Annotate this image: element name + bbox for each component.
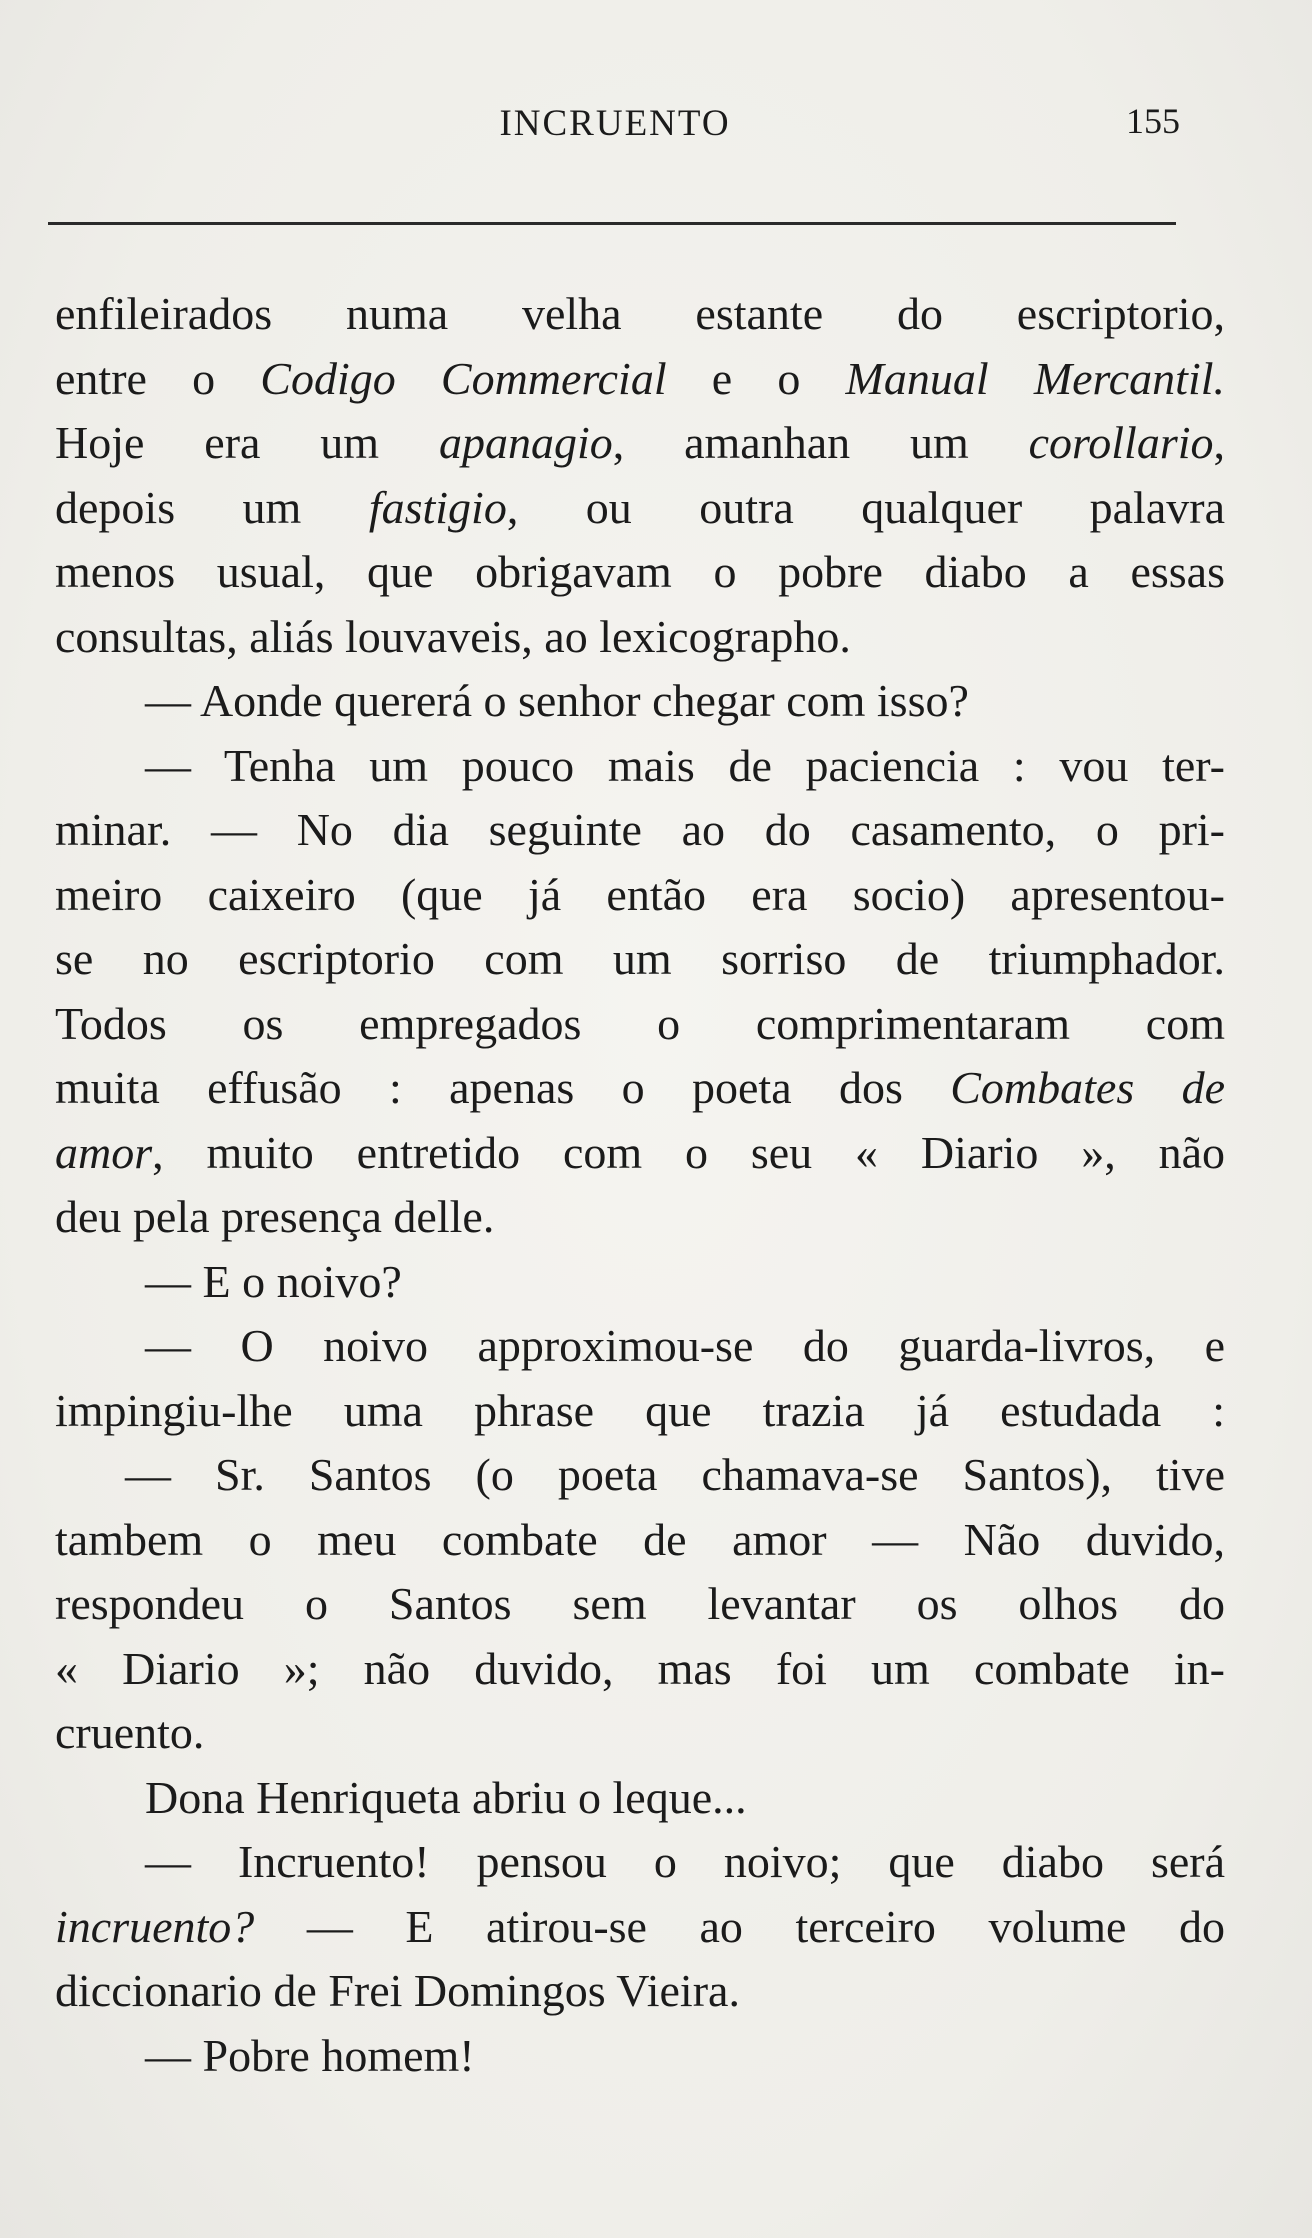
dialogue-line: — Aonde quererá o senhor chegar com isso? [145, 675, 969, 726]
text-line: amor, muito entretido com o seu « Diario », não [55, 1126, 1225, 1178]
text-line: depois um fastigio, ou outra qualquer palavra [55, 481, 1225, 533]
italic-word: fastigio [368, 481, 507, 533]
text-line: incruento? — E atirou-se ao terceiro volume do [55, 1900, 1225, 1952]
italic-title: Combates de [950, 1062, 1226, 1113]
dialogue-line: — Pobre homem! [145, 2029, 475, 2081]
dialogue-line: — Tenha um pouco mais de paciencia : vou ter- [145, 739, 1225, 791]
text-line: entre o Codigo Commercial e o Manual Mercantil. [55, 352, 1226, 404]
text-line: Hoje era um apanagio, amanhan um corollario, [55, 417, 1225, 468]
italic-word: incruento? [55, 1900, 255, 1952]
italic-title: amor [55, 1126, 153, 1178]
text-line: meiro caixeiro (que já então era socio) apresentou- [55, 868, 1225, 920]
dialogue-line: — O noivo approximou-se do guarda-livros, e [145, 1320, 1225, 1371]
paragraph-start: Dona Henriqueta abriu o leque... [145, 1771, 747, 1823]
dialogue-line: — Incruento! pensou o noivo; que diabo será [145, 1836, 1225, 1887]
italic-title: Manual Mercantil. [845, 352, 1226, 404]
text-line: impingiu-lhe uma phrase que trazia já estudada : [55, 1384, 1225, 1436]
text-line: cruento. [55, 1707, 205, 1758]
dialogue-line: — Sr. Santos (o poeta chamava-se Santos), tive [125, 1449, 1225, 1500]
text-line: consultas, aliás louvaveis, ao lexicographo. [55, 610, 851, 662]
text-line: tambem o meu combate de amor — Não duvido, [55, 1513, 1225, 1565]
text-line: minar. — No dia seguinte ao do casamento, o pri- [55, 804, 1225, 855]
text-line: se no escriptorio com um sorriso de triumphador. [55, 933, 1225, 984]
body-text [55, 282, 1225, 2088]
text-line: respondeu o Santos sem levantar os olhos do [55, 1578, 1225, 1629]
italic-word: apanagio [438, 417, 613, 468]
italic-word: corollario [1028, 417, 1214, 468]
running-head [50, 100, 1180, 160]
italic-title: Codigo Commercial [260, 352, 667, 404]
text-line: deu pela presença delle. [55, 1191, 495, 1242]
text-line: enfileirados numa velha estante do escriptorio, [55, 288, 1225, 339]
header-rule [48, 222, 1176, 225]
page-number: 155 [1126, 101, 1180, 141]
text-line: Todos os empregados o comprimentaram com [55, 997, 1225, 1049]
text-line: « Diario »; não duvido, mas foi um combate in- [55, 1642, 1225, 1694]
text-line: muita effusão : apenas o poeta dos Combates de [55, 1062, 1226, 1113]
text-line: menos usual, que obrigavam o pobre diabo a essas [55, 546, 1225, 597]
text-line: diccionario de Frei Domingos Vieira. [55, 1965, 740, 2016]
dialogue-line: — E o noivo? [145, 1255, 402, 1307]
running-title: INCRUENTO [499, 103, 731, 144]
